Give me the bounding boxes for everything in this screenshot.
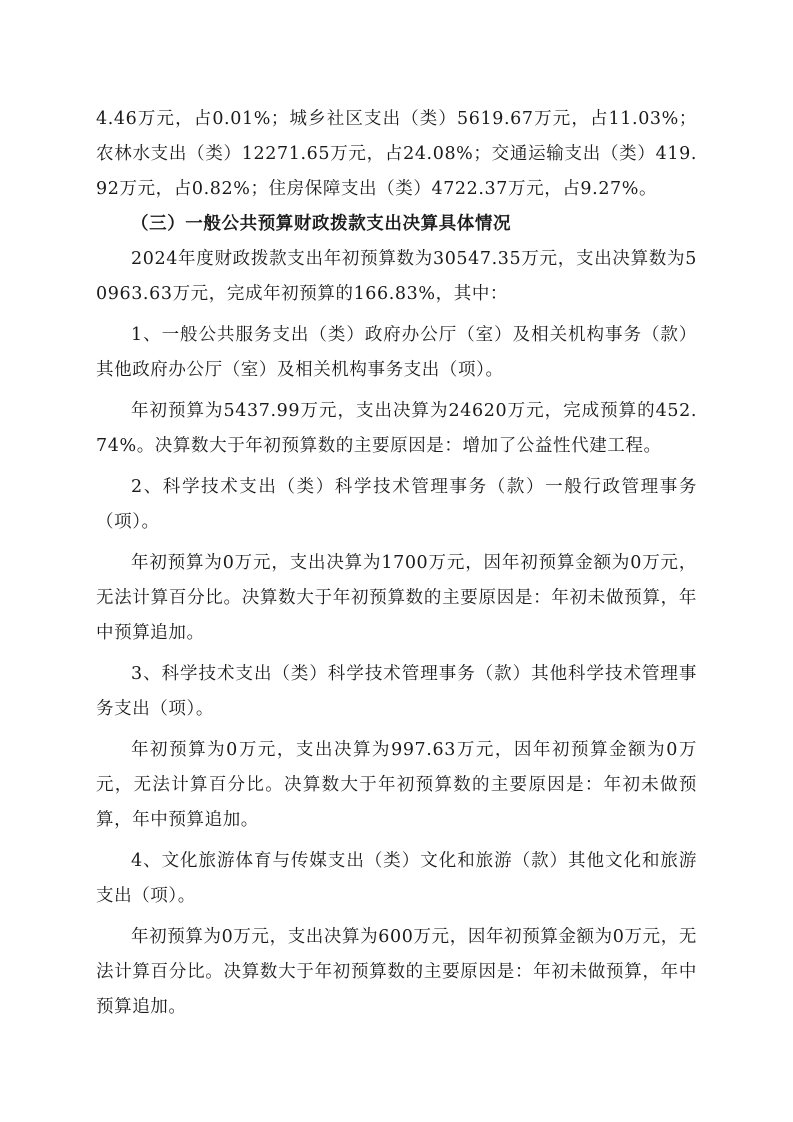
intro-paragraph: 4.46万元，占0.01%；城乡社区支出（类）5619.67万元，占11.03%；农林水支出（类）12271.65万元，占24.08%；交通运输支出（类）419.92万元，占0.82%；住房保障支出（类）4722.37万元，占9.27%。 [96,109,697,199]
item-1-detail: 年初预算为5437.99万元，支出决算为24620万元，完成预算的452.74%。决算数大于年初预算数的主要原因是：增加了公益性代建工程。 [96,401,697,456]
item-2-detail: 年初预算为0万元，支出决算为1700万元，因年初预算金额为0万元，无法计算百分比。决算数大于年初预算数的主要原因是：年初未做预算，年中预算追加。 [96,553,697,643]
item-1-title: 1、一般公共服务支出（类）政府办公厅（室）及相关机构事务（款）其他政府办公厅（室）及相关机构事务支出（项）。 [96,325,697,380]
item-4-title: 4、文化旅游体育与传媒支出（类）文化和旅游（款）其他文化和旅游支出（项）。 [96,851,697,906]
item-2-title: 2、科学技术支出（类）科学技术管理事务（款）一般行政管理事务（项）。 [96,477,697,532]
item-3-title: 3、科学技术支出（类）科学技术管理事务（款）其他科学技术管理事务支出（项）。 [96,664,697,719]
item-4-detail: 年初预算为0万元，支出决算为600万元，因年初预算金额为0万元，无法计算百分比。决算数大于年初预算数的主要原因是：年初未做预算，年中预算追加。 [96,927,697,1017]
section-heading: （三）一般公共预算财政拨款支出决算具体情况 [131,214,512,234]
summary-paragraph: 2024年度财政拨款支出年初预算数为30547.35万元，支出决算数为50963.63万元，完成年初预算的166.83%，其中： [96,249,697,304]
item-3-detail: 年初预算为0万元，支出决算为997.63万元，因年初预算金额为0万元，无法计算百分比。决算数大于年初预算数的主要原因是：年初未做预算，年中预算追加。 [96,740,697,830]
